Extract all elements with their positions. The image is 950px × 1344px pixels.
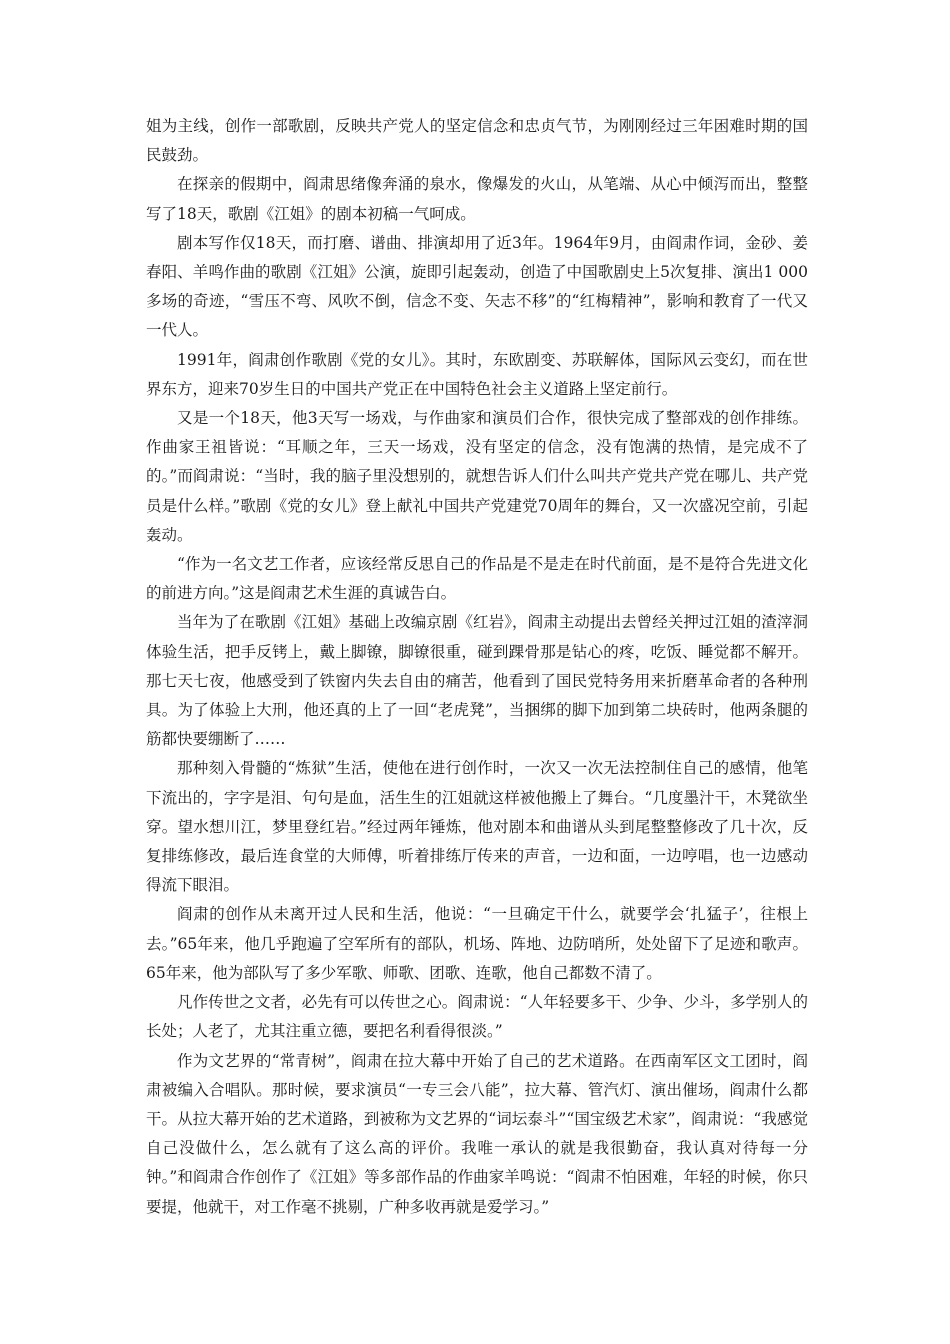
paragraph: “作为一名文艺工作者，应该经常反思自己的作品是不是走在时代前面，是不是符合先进文化的前进方向。”这是阎肃艺术生涯的真诚告白。 bbox=[146, 555, 808, 603]
paragraph: 作为文艺界的“常青树”，阎肃在拉大幕中开始了自己的艺术道路。在西南军区文工团时，阎肃被编入合唱队。那时候，要求演员“一专三会八能”，拉大幕、管汽灯、演出催场，阎肃什么都干。从拉大幕开始的艺术道路，到被称为文艺界的“词坛泰斗”“国宝级艺术家”，阎肃说：“我感觉自己没做什么，怎么就有了这么高的评价。我唯一承认的就是我很勤奋，我认真对待每一分钟。”和阎肃合作创作了《江姐》等多部作品的作曲家羊鸣说：“阎肃不怕困难，年轻的时候，你只要提，他就干，对工作毫不挑剔，广种多收再就是爱学习。” bbox=[146, 1051, 808, 1216]
paragraph: 在探亲的假期中，阎肃思绪像奔涌的泉水，像爆发的火山，从笔端、从心中倾泻而出，整整写了18天，歌剧《江姐》的剧本初稿一气呵成。 bbox=[146, 175, 808, 223]
paragraph: 当年为了在歌剧《江姐》基础上改编京剧《红岩》，阎肃主动提出去曾经关押过江姐的渣滓洞体验生活，把手反铐上，戴上脚镣，脚镣很重，碰到踝骨那是钻心的疼，吃饭、睡觉都不解开。那七天七夜，他感受到了铁窗内失去自由的痛苦，他看到了国民党特务用来折磨革命者的各种刑具。为了体验上大刑，他还真的上了一回“老虎凳”，当捆绑的脚下加到第二块砖时，他两条腿的筋都快要绷断了…… bbox=[146, 613, 808, 749]
paragraph: 剧本写作仅18天，而打磨、谱曲、排演却用了近3年。1964年9月，由阎肃作词，金砂、姜春阳、羊鸣作曲的歌剧《江姐》公演，旋即引起轰动，创造了中国歌剧史上5次复排、演出1 000多场的奇迹，“雪压不弯、风吹不倒，信念不变、矢志不移”的“红梅精神”，影响和教育了一代又一代人。 bbox=[146, 233, 808, 340]
paragraph: 又是一个18天，他3天写一场戏，与作曲家和演员们合作，很快完成了整部戏的创作排练。作曲家王祖皆说：“耳顺之年，三天一场戏，没有坚定的信念，没有饱满的热情，是完成不了的。”而阎肃说：“当时，我的脑子里没想别的，就想告诉人们什么叫共产党共产党在哪儿、共产党员是什么样。”歌剧《党的女儿》登上献礼中国共产党建党70周年的舞台，又一次盛况空前，引起轰动。 bbox=[146, 409, 808, 544]
paragraph: 那种刻入骨髓的“炼狱”生活，使他在进行创作时，一次又一次无法控制住自己的感情，他笔下流出的，字字是泪、句句是血，活生生的江姐就这样被他搬上了舞台。“几度墨汁干，木凳欲坐穿。望水想川江，梦里登红岩。”经过两年锤炼，他对剧本和曲谱从头到尾整整修改了几十次，反复排练修改，最后连食堂的大师傅，听着排练厅传来的声音，一边和面，一边哼唱，也一边感动得流下眼泪。 bbox=[146, 759, 808, 895]
paragraph: 阎肃的创作从未离开过人民和生活，他说：“一旦确定干什么，就要学会‘扎猛子’，往根上去。”65年来，他几乎跑遍了空军所有的部队，机场、阵地、边防哨所，处处留下了足迹和歌声。65年来，他为部队写了多少军歌、师歌、团歌、连歌，他自己都数不清了。 bbox=[146, 905, 808, 982]
paragraph-continuation: 姐为主线，创作一部歌剧，反映共产党人的坚定信念和忠贞气节，为刚刚经过三年困难时期的国民鼓劲。 bbox=[146, 117, 808, 165]
paragraph: 凡作传世之文者，必先有可以传世之心。阎肃说：“人年轻要多干、少争、少斗，多学别人的长处；人老了，尤其注重立德，要把名利看得很淡。” bbox=[146, 993, 808, 1041]
paragraph: 1991年，阎肃创作歌剧《党的女儿》。其时，东欧剧变、苏联解体，国际风云变幻，而在世界东方，迎来70岁生日的中国共产党正在中国特色社会主义道路上坚定前行。 bbox=[146, 350, 808, 398]
article-body bbox=[146, 112, 808, 1222]
